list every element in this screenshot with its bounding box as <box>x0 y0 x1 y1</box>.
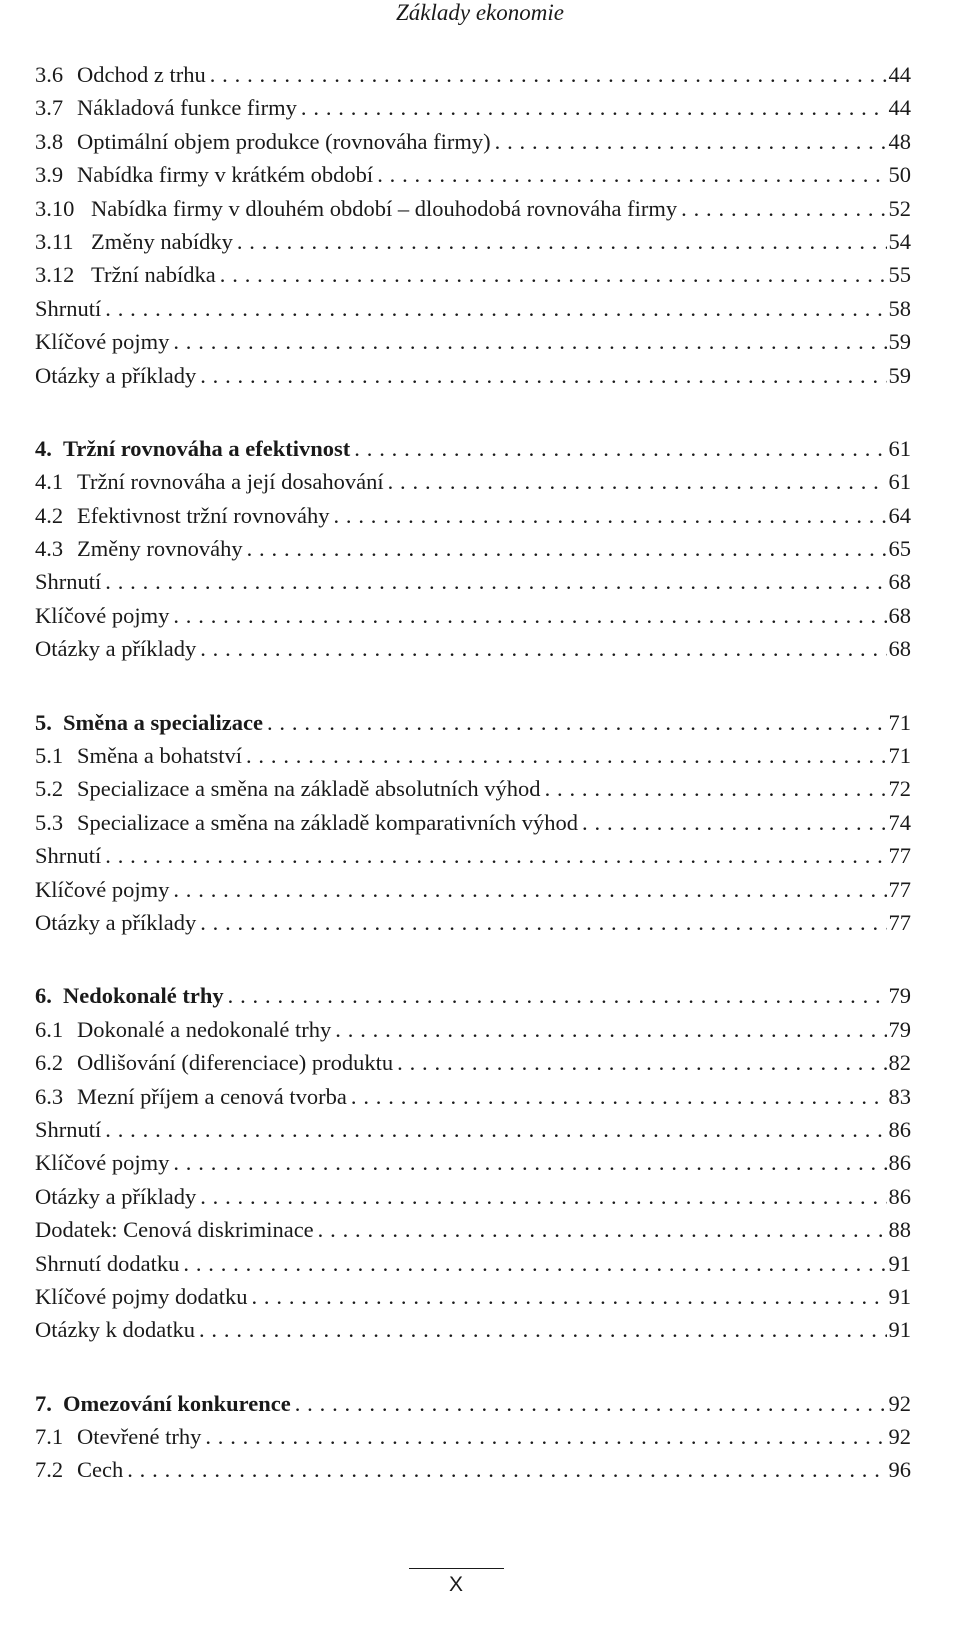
toc-entry-page: 58 <box>888 295 911 321</box>
toc-entry-page: 68 <box>888 636 911 662</box>
toc-entry[interactable] <box>35 91 911 124</box>
dot-leader <box>199 1313 887 1346</box>
toc-entry-title: Tržní rovnováha a její dosahování <box>77 469 384 495</box>
toc-entry-title: Tržní rovnováha a efektivnost <box>63 435 351 461</box>
toc-chapter-entry[interactable] <box>35 432 911 465</box>
dot-leader <box>335 1013 886 1046</box>
toc-entry-title: Specializace a směna na základě absolutních výhod <box>77 776 541 802</box>
dot-leader <box>205 1420 886 1453</box>
toc-entry[interactable] <box>35 258 911 291</box>
toc-entry[interactable] <box>35 1313 911 1346</box>
toc-entry[interactable] <box>35 1046 911 1079</box>
toc-entry-page: 91 <box>888 1250 911 1276</box>
toc-entry-title: Změny nabídky <box>91 228 233 254</box>
toc-entry-page: 74 <box>888 809 911 835</box>
dot-leader <box>247 532 887 565</box>
toc-entry-number: 5. <box>35 709 52 735</box>
toc-entry-number: 3.10 <box>35 195 75 221</box>
toc-chapter-entry[interactable] <box>35 706 911 739</box>
toc-entry-title: Klíčové pojmy <box>35 876 170 902</box>
toc-entry-page: 55 <box>888 262 911 288</box>
toc-entry[interactable] <box>35 532 911 565</box>
toc-entry-page: 92 <box>888 1390 911 1416</box>
dot-leader <box>200 359 886 392</box>
toc-entry-page: 86 <box>888 1183 911 1209</box>
dot-leader <box>173 325 886 358</box>
dot-leader <box>210 58 887 91</box>
dot-leader <box>173 1146 886 1179</box>
toc-entry-title: Směna a specializace <box>63 709 263 735</box>
chapter-gap <box>35 666 911 706</box>
toc-entry-number: 4.2 <box>35 502 64 528</box>
page-number: X <box>448 1573 463 1596</box>
toc-entry-title: Efektivnost tržní rovnováhy <box>77 502 330 528</box>
toc-entry-page: 88 <box>888 1217 911 1243</box>
toc-entry[interactable] <box>35 1013 911 1046</box>
toc-entry-page: 71 <box>888 709 911 735</box>
toc-entry-number: 5.2 <box>35 776 64 802</box>
dot-leader <box>301 91 887 124</box>
toc-entry-number: 3.11 <box>35 228 74 254</box>
dot-leader <box>582 806 886 839</box>
running-header: Základy ekonomie <box>396 0 564 25</box>
toc-entry[interactable] <box>35 632 911 665</box>
toc-entry-page: 91 <box>888 1317 911 1343</box>
toc-entry[interactable] <box>35 739 911 772</box>
toc-entry-title: Nabídka firmy v krátkém období <box>77 162 374 188</box>
toc-entry-number: 7.2 <box>35 1457 64 1483</box>
toc-entry-page: 83 <box>888 1083 911 1109</box>
dot-leader <box>105 839 886 872</box>
chapter-gap <box>35 939 911 979</box>
toc-entry-page: 68 <box>888 602 911 628</box>
toc-entry-number: 4.3 <box>35 536 64 562</box>
toc-entry[interactable] <box>35 125 911 158</box>
dot-leader <box>105 292 886 325</box>
toc-entry-number: 6.3 <box>35 1083 64 1109</box>
toc-entry-page: 86 <box>888 1150 911 1176</box>
toc-entry-number: 3.6 <box>35 62 64 87</box>
toc-entry-number: 4. <box>35 435 52 461</box>
toc-entry[interactable] <box>35 359 911 392</box>
toc-entry[interactable] <box>35 1280 911 1313</box>
toc-entry[interactable] <box>35 1113 911 1146</box>
toc-entry[interactable] <box>35 772 911 805</box>
dot-leader <box>545 772 887 805</box>
dot-leader <box>220 258 887 291</box>
dot-leader <box>183 1247 886 1280</box>
toc-entry-page: 77 <box>888 909 911 935</box>
toc-entry-page: 61 <box>888 469 911 495</box>
toc-entry-title: Otázky a příklady <box>35 1183 197 1209</box>
toc-entry-page: 61 <box>888 435 911 461</box>
toc-entry-title: Otázky a příklady <box>35 909 197 935</box>
dot-leader <box>397 1046 886 1079</box>
toc-entry-page: 48 <box>888 128 911 154</box>
toc-entry-title: Klíčové pojmy <box>35 1150 170 1176</box>
toc-entry-page: 92 <box>888 1424 911 1450</box>
dot-leader <box>105 565 886 598</box>
toc-entry[interactable] <box>35 58 911 91</box>
toc-entry-title: Optimální objem produkce (rovnováha firmy) <box>77 128 491 154</box>
toc-entry-title: Shrnutí <box>35 295 102 321</box>
toc-entry[interactable] <box>35 873 911 906</box>
toc-entry-page: 64 <box>888 502 911 528</box>
toc-entry-title: Shrnutí <box>35 1116 102 1142</box>
toc-entry-title: Shrnutí <box>35 569 102 595</box>
dot-leader <box>237 225 887 258</box>
toc-entry-page: 72 <box>888 776 911 802</box>
toc-entry-page: 65 <box>888 536 911 562</box>
toc-entry[interactable] <box>35 1420 911 1453</box>
dot-leader <box>495 125 887 158</box>
toc-entry[interactable] <box>35 1080 911 1113</box>
toc-entry-title: Shrnutí <box>35 843 102 869</box>
dot-leader <box>267 706 887 739</box>
toc-entry-page: 79 <box>888 983 911 1009</box>
toc-entry-title: Klíčové pojmy dodatku <box>35 1283 248 1309</box>
toc-entry-number: 6.2 <box>35 1050 64 1076</box>
dot-leader <box>200 906 886 939</box>
toc-entry-number: 5.1 <box>35 743 64 769</box>
toc-entry-page: 96 <box>888 1457 911 1483</box>
toc-entry-page: 68 <box>888 569 911 595</box>
toc-entry-page: 50 <box>888 162 911 188</box>
footer-rule <box>409 1568 504 1569</box>
toc-entry-number: 4.1 <box>35 469 64 495</box>
toc-entry-title: Odlišování (diferenciace) produktu <box>77 1050 394 1076</box>
toc-entry[interactable] <box>35 192 911 225</box>
chapter-gap <box>35 1347 911 1387</box>
dot-leader <box>246 739 887 772</box>
dot-leader <box>295 1387 887 1420</box>
toc-entry-title: Otázky a příklady <box>35 362 197 388</box>
dot-leader <box>173 599 886 632</box>
toc-entry[interactable] <box>35 1213 911 1246</box>
toc-entry-page: 44 <box>888 62 911 87</box>
toc-entry-page: 77 <box>888 843 911 869</box>
dot-leader <box>173 873 886 906</box>
toc-entry[interactable] <box>35 325 911 358</box>
toc-entry-page: 59 <box>888 362 911 388</box>
toc-entry-number: 6.1 <box>35 1016 64 1042</box>
toc-entry-title: Nabídka firmy v dlouhém období – dlouhodobá rovnováha firmy <box>91 195 678 221</box>
toc-entry-title: Specializace a směna na základě komparativních výhod <box>77 809 579 835</box>
toc-entry[interactable] <box>35 839 911 872</box>
toc-entry-page: 77 <box>888 876 911 902</box>
toc-entry-number: 5.3 <box>35 809 64 835</box>
dot-leader <box>354 432 886 465</box>
toc-entry-title: Mezní příjem a cenová tvorba <box>77 1083 347 1109</box>
toc-entry-number: 7.1 <box>35 1424 64 1450</box>
dot-leader <box>377 158 886 191</box>
toc-entry[interactable] <box>35 225 911 258</box>
toc-entry[interactable] <box>35 499 911 532</box>
toc-entry-title: Dodatek: Cenová diskriminace <box>35 1217 314 1243</box>
toc-entry-number: 3.7 <box>35 95 64 121</box>
toc-entry-page: 52 <box>888 195 911 221</box>
table-of-contents <box>35 58 911 1487</box>
dot-leader <box>200 1180 886 1213</box>
toc-entry[interactable] <box>35 906 911 939</box>
toc-entry-page: 82 <box>888 1050 911 1076</box>
toc-entry[interactable] <box>35 1247 911 1280</box>
dot-leader <box>351 1080 887 1113</box>
toc-entry[interactable] <box>35 806 911 839</box>
toc-entry-page: 59 <box>888 329 911 355</box>
chapter-gap <box>35 392 911 432</box>
toc-entry-number: 3.12 <box>35 262 75 288</box>
toc-entry-number: 3.8 <box>35 128 64 154</box>
toc-entry[interactable] <box>35 1146 911 1179</box>
dot-leader <box>251 1280 886 1313</box>
dot-leader <box>318 1213 887 1246</box>
toc-entry[interactable] <box>35 599 911 632</box>
toc-entry[interactable] <box>35 158 911 191</box>
toc-entry[interactable] <box>35 292 911 325</box>
toc-entry-title: Nedokonalé trhy <box>63 983 224 1009</box>
toc-entry-title: Omezování konkurence <box>63 1390 291 1416</box>
dot-leader <box>127 1453 886 1486</box>
toc-entry-title: Změny rovnováhy <box>77 536 243 562</box>
toc-entry-page: 86 <box>888 1116 911 1142</box>
toc-entry[interactable] <box>35 1180 911 1213</box>
toc-entry-page: 79 <box>888 1016 911 1042</box>
dot-leader <box>388 465 887 498</box>
toc-entry-title: Tržní nabídka <box>91 262 216 288</box>
toc-entry-number: 6. <box>35 983 52 1009</box>
toc-entry-title: Nákladová funkce firmy <box>77 95 297 121</box>
toc-entry-title: Otevřené trhy <box>77 1424 202 1450</box>
toc-entry[interactable] <box>35 465 911 498</box>
toc-entry-title: Směna a bohatství <box>77 743 242 769</box>
toc-entry-title: Shrnutí dodatku <box>35 1250 180 1276</box>
toc-chapter-entry[interactable] <box>35 979 911 1012</box>
dot-leader <box>228 979 887 1012</box>
toc-entry-title: Cech <box>77 1457 124 1483</box>
toc-chapter-entry[interactable] <box>35 1387 911 1420</box>
toc-entry[interactable] <box>35 1453 911 1486</box>
toc-entry-number: 7. <box>35 1390 52 1416</box>
dot-leader <box>333 499 886 532</box>
toc-entry-title: Otázky a příklady <box>35 636 197 662</box>
toc-entry-page: 44 <box>888 95 911 121</box>
dot-leader <box>200 632 886 665</box>
toc-entry-title: Otázky k dodatku <box>35 1317 195 1343</box>
toc-entry-title: Odchod z trhu <box>77 62 206 87</box>
toc-entry-title: Klíčové pojmy <box>35 602 170 628</box>
toc-entry-page: 54 <box>888 228 911 254</box>
toc-entry-page: 91 <box>888 1283 911 1309</box>
dot-leader <box>681 192 886 225</box>
dot-leader <box>105 1113 886 1146</box>
toc-entry-title: Klíčové pojmy <box>35 329 170 355</box>
toc-entry-title: Dokonalé a nedokonalé trhy <box>77 1016 332 1042</box>
toc-entry[interactable] <box>35 565 911 598</box>
toc-entry-page: 71 <box>888 743 911 769</box>
toc-entry-number: 3.9 <box>35 162 64 188</box>
